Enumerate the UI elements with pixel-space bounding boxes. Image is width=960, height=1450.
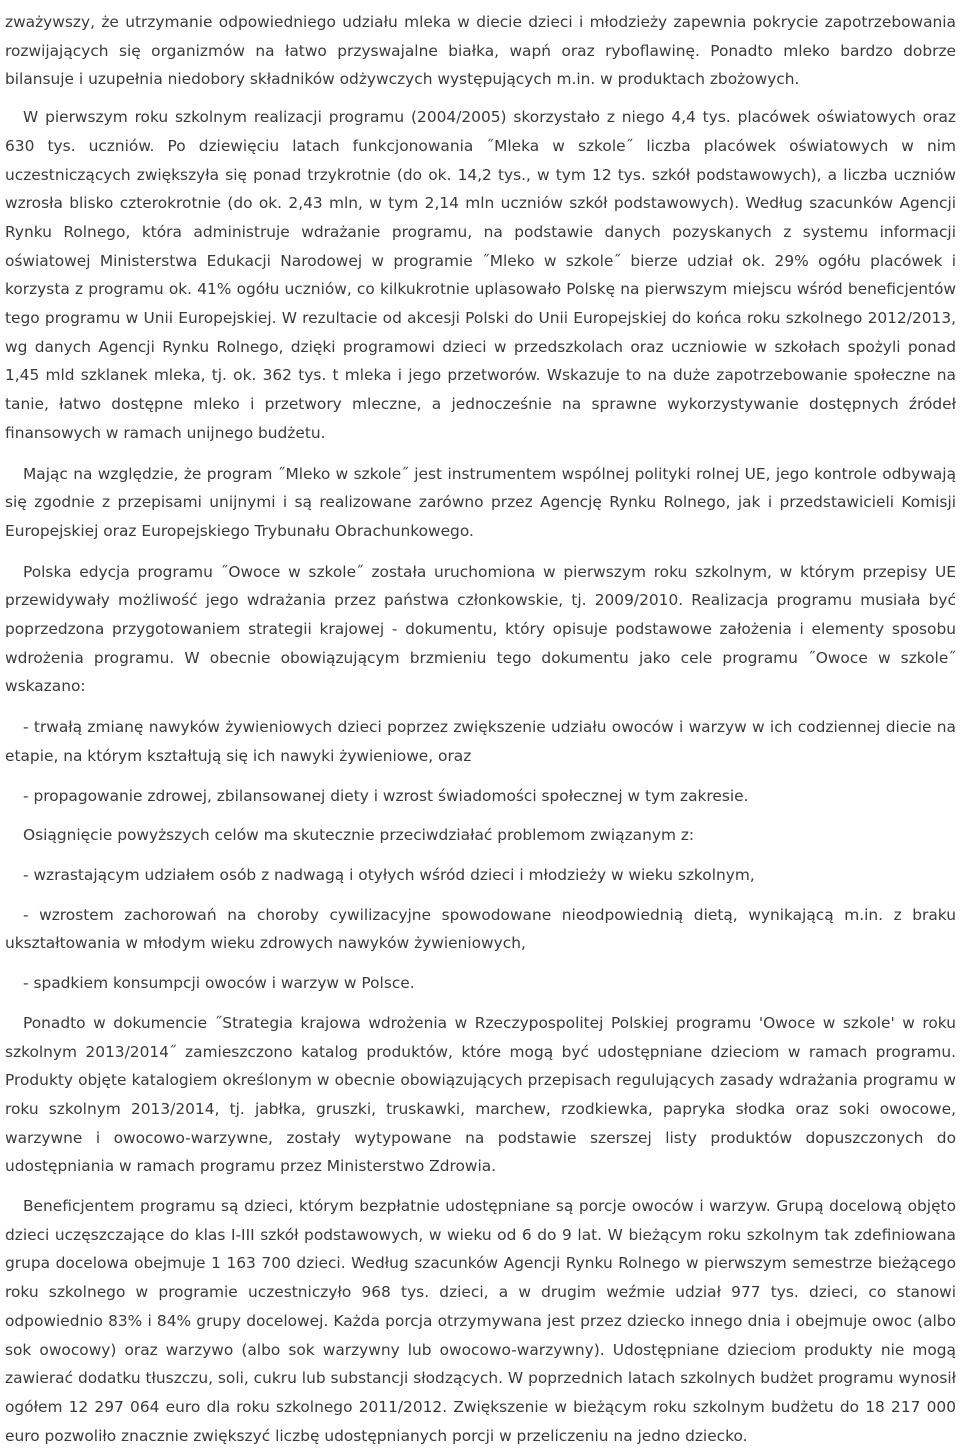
paragraph-milk-nutrition: zważywszy, że utrzymanie odpowiedniego udziału mleka w diecie dzieci i młodzieży zapewnia pokrycie zapotrzebowania rozwijających się organizmów na łatwo przyswajalne białka, wapń oraz ryboflawinę. Ponadto mleko bardzo dobrze bilansuje i uzupełnia niedobory składników odżywczych występujących m.in. w produktach zbożowych. bbox=[5, 13, 956, 89]
list-item-problem-consumption: - spadkiem konsumpcji owoców i warzyw w Polsce. bbox=[23, 974, 415, 993]
list-item-goal-eating-habits: - trwałą zmianę nawyków żywieniowych dzieci poprzez zwiększenie udziału owoców i warzyw w ich codziennej diecie na etapie, na którym kształtują się ich nawyki żywieniowe, oraz bbox=[5, 718, 956, 765]
document-page bbox=[5, 8, 956, 1450]
paragraph-milk-program-controls: Mając na względzie, że program ˝Mleko w szkole˝ jest instrumentem wspólnej polityki rolnej UE, jego kontrole odbywają się zgodnie z przepisami unijnymi i są realizowane zarówno przez Agencję Rynku Rolnego, jak i przedstawicieli Komisji Europejskiej oraz Europejskiego Trybunału Obrachunkowego. bbox=[5, 464, 956, 540]
paragraph-problems-intro: Osiągnięcie powyższych celów ma skutecznie przeciwdziałać problemom związanym z: bbox=[23, 826, 695, 845]
list-item-problem-overweight: - wzrastającym udziałem osób z nadwagą i otyłych wśród dzieci i młodzieży w wieku szkolnym, bbox=[23, 865, 755, 884]
paragraph-beneficiaries: Beneficjentem programu są dzieci, którym bezpłatnie udostępniane są porcje owoców i warzyw. Grupą docelową objęto dzieci uczęszczające do klas I-III szkół podstawowych, w wieku od 6 do 9 lat. W bieżącym roku szkolnym tak zdefiniowana grupa docelowa obejmuje 1 163 700 dzieci. Według szacunków Agencji Rynku Rolnego w pierwszym semestrze bieżącego roku szkolnego w programie uczestniczyło 968 tys. dzieci, a w drugim weźmie udział 977 tys. dzieci, co stanowi odpowiednio 83% i 84% grupy docelowej. Każda porcja otrzymywana jest przez dziecko innego dnia i obejmuje owoc (albo sok owocowy) oraz warzywo (albo sok warzywny lub owocowo-warzywny). Udostępniane dzieciom produkty nie mogą zawierać dodatku tłuszczu, soli, cukru lub substancji słodzących. W poprzednich latach szkolnych budżet programu wynosił ogółem 12 297 064 euro dla roku szkolnego 2011/2012. Zwiększenie w bieżącym roku szkolnym budżetu do 18 217 000 euro pozwoliło znacznie zwiększyć liczbę udostępnianych porcji w przeliczeniu na jedno dziecko. bbox=[5, 1197, 956, 1445]
paragraph-fruit-program-intro: Polska edycja programu ˝Owoce w szkole˝ została uruchomiona w pierwszym roku szkolnym, w którym przepisy UE przewidywały możliwość jego wdrażania przez państwa członkowskie, tj. 2009/2010. Realizacja programu musiała być poprzedzona przygotowaniem strategii krajowej - dokumentu, który opisuje podstawowe założenia i elementy sposobu wdrożenia programu. W obecnie obowiązującym brzmieniu tego dokumentu jako cele programu ˝Owoce w szkole˝ wskazano: bbox=[5, 562, 956, 696]
list-item-goal-healthy-diet: - propagowanie zdrowej, zbilansowanej diety i wzrost świadomości społecznej w tym zakresie. bbox=[23, 786, 749, 805]
list-item-problem-diseases: - wzrostem zachorowań na choroby cywilizacyjne spowodowane nieodpowiednią dietą, wynikającą m.in. z braku ukształtowania w młodym wieku zdrowych nawyków żywieniowych, bbox=[5, 905, 956, 953]
paragraph-product-catalog: Ponadto w dokumencie ˝Strategia krajowa wdrożenia w Rzeczypospolitej Polskiej programu 'Owoce w szkole' w roku szkolnym 2013/2014˝ zamieszczono katalog produktów, które mogą być udostępniane dzieciom w ramach programu. Produkty objęte katalogiem określonym w obecnie obowiązujących przepisach regulujących zasady wdrażania programu w roku szkolnym 2013/2014, tj. jabłka, gruszki, truskawki, marchew, rzodkiewka, papryka słodka oraz soki owocowe, warzywne i owocowo-warzywne, zostały wytypowane na podstawie szerszej listy produktów dopuszczonych do udostępniania w ramach programu przez Ministerstwo Zdrowia. bbox=[5, 1013, 956, 1176]
paragraph-milk-program-statistics: W pierwszym roku szkolnym realizacji programu (2004/2005) skorzystało z niego 4,4 tys. placówek oświatowych oraz 630 tys. uczniów. Po dziewięciu latach funkcjonowania ˝Mleka w szkole˝ liczba placówek oświatowych w nim uczestniczących zwiększyła się ponad trzykrotnie (do ok. 14,2 tys., w tym 12 tys. szkół podstawowych), a liczba uczniów wzrosła blisko czterokrotnie (do ok. 2,43 mln, w tym 2,14 mln uczniów szkół podstawowych). Według szacunków Agencji Rynku Rolnego, która administruje wdrażanie programu, na podstawie danych pozyskanych z systemu informacji oświatowej Ministerstwa Edukacji Narodowej w programie ˝Mleko w szkole˝ bierze udział ok. 29% ogółu placówek i korzysta z programu ok. 41% ogółu uczniów, co kilkukrotnie uplasowało Polskę na pierwszym miejscu wśród beneficjentów tego programu w Unii Europejskiej. W rezultacie od akcesji Polski do Unii Europejskiej do końca roku szkolnego 2012/2013, wg danych Agencji Rynku Rolnego, dzięki programowi dzieci w przedszkolach oraz uczniowie w szkołach spożyli ponad 1,45 mld szklanek mleka, tj. ok. 362 tys. t mleka i jego przetworów. Wskazuje to na duże zapotrzebowanie społeczne na tanie, łatwo dostępne mleko i przetwory mleczne, a jednocześnie na sprawne wykorzystywanie dostępnych źródeł finansowych w ramach unijnego budżetu. bbox=[5, 108, 956, 442]
